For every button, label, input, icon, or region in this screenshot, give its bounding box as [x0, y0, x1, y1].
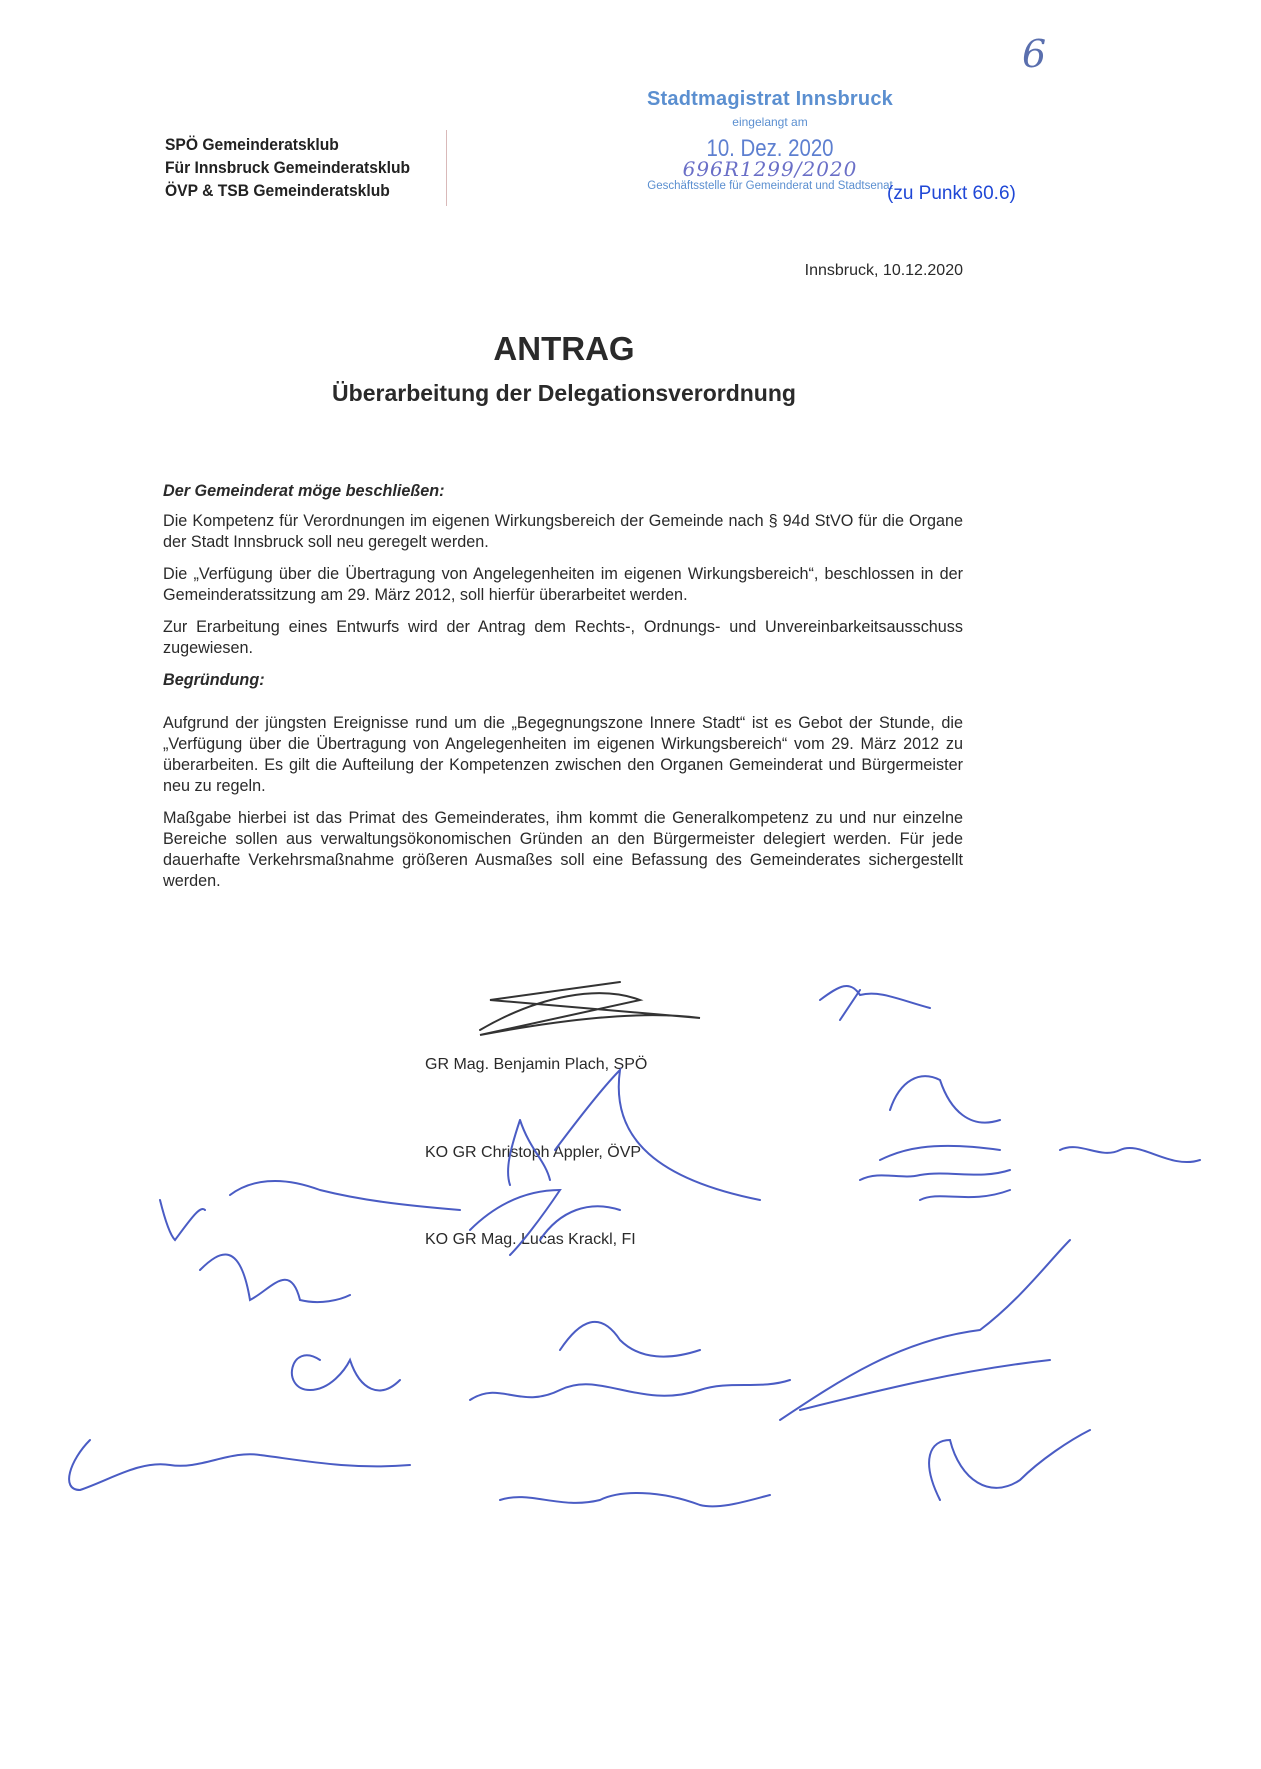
document-title: ANTRAG: [493, 330, 635, 367]
signature-plach: [480, 982, 700, 1035]
stamp-reference: 696R1299/2020: [682, 157, 858, 181]
document-subtitle: Überarbeitung der Delegationsverordnung: [332, 380, 796, 406]
club-name: SPÖ Gemeinderatsklub: [165, 135, 339, 154]
page-number: 6: [1022, 32, 1047, 76]
paragraph: Die „Verfügung über die Übertragung von Angelegenheiten im eigenen Wirkungsbereich“, beschlossen in der Gemeinderatssitzung am 29. März 2012, soll hierfür überarbeitet werden.: [163, 565, 963, 604]
signer-name: KO GR Christoph Appler, ÖVP: [425, 1144, 642, 1161]
signature-5: [560, 1322, 700, 1357]
signature-kaufmann: [69, 1440, 410, 1490]
signer-name: KO GR Mag. Lucas Krackl, FI: [425, 1231, 636, 1248]
paragraph: Zur Erarbeitung eines Entwurfs wird der Antrag dem Rechts-, Ordnungs- und Unvereinbarkeitsausschuss zugewiesen.: [163, 618, 963, 657]
club-name: Für Innsbruck Gemeinderatsklub: [165, 158, 411, 177]
paragraph: Aufgrund der jüngsten Ereignisse rund um die „Begegnungszone Innere Stadt“ ist es Gebot der Stunde, die „Verfügung über die Übertragung von Angelegenheiten im eigenen Wirkungsbereich“ vom 29. März 2012 zu überarbeiten. Es gilt die Aufteilung der Kompetenzen zwischen den Organen Gemeinderat und Bürgermeister neu zu regeln.: [163, 714, 963, 795]
signature-winkel: [860, 1170, 1010, 1200]
section-heading-motion: Der Gemeinderat möge beschließen:: [163, 482, 445, 500]
signature-2: [200, 1255, 350, 1303]
signature-riegler: [500, 1493, 770, 1506]
signature-krackl: [470, 1190, 620, 1255]
stamp-received-label: eingelangt am: [732, 115, 808, 129]
signature-wallasch: [160, 1181, 460, 1240]
signature-3: [292, 1355, 400, 1390]
signer-name: GR Mag. Benjamin Plach, SPÖ: [425, 1056, 648, 1073]
stamp-authority: Stadtmagistrat Innsbruck: [647, 88, 893, 110]
signature-7: [1060, 1147, 1200, 1162]
signature-8: [929, 1430, 1090, 1500]
paragraph: Die Kompetenz für Verordnungen im eigenen Wirkungsbereich der Gemeinde nach § 94d StVO für die Organe der Stadt Innsbruck soll neu geregelt werden.: [163, 512, 963, 551]
signature-4: [470, 1380, 790, 1400]
signature-6: [880, 1076, 1000, 1160]
section-heading-reasoning: Begründung:: [163, 671, 265, 689]
place-date: Innsbruck, 10.12.2020: [804, 262, 963, 279]
paragraph: Maßgabe hierbei ist das Primat des Gemeinderates, ihm kommt die Generalkompetenz zu und nur einzelne Bereiche sollen aus verwaltungsökonomischen Gründen an den Bürgermeister delegiert werden. Für jede dauerhafte Verkehrsmaßnahme größeren Ausmaßes soll eine Befassung des Gemeinderates sichergestellt werden.: [163, 809, 963, 890]
signature-large: [780, 1240, 1070, 1420]
signature-initials: [820, 986, 930, 1020]
signature-appler: [508, 1070, 760, 1200]
agenda-reference: (zu Punkt 60.6): [887, 183, 1016, 204]
stamp-office: Geschäftsstelle für Gemeinderat und Stadtsenat: [647, 180, 893, 192]
club-name: ÖVP & TSB Gemeinderatsklub: [165, 181, 390, 200]
stamp-date: 10. Dez. 2020: [706, 135, 834, 162]
